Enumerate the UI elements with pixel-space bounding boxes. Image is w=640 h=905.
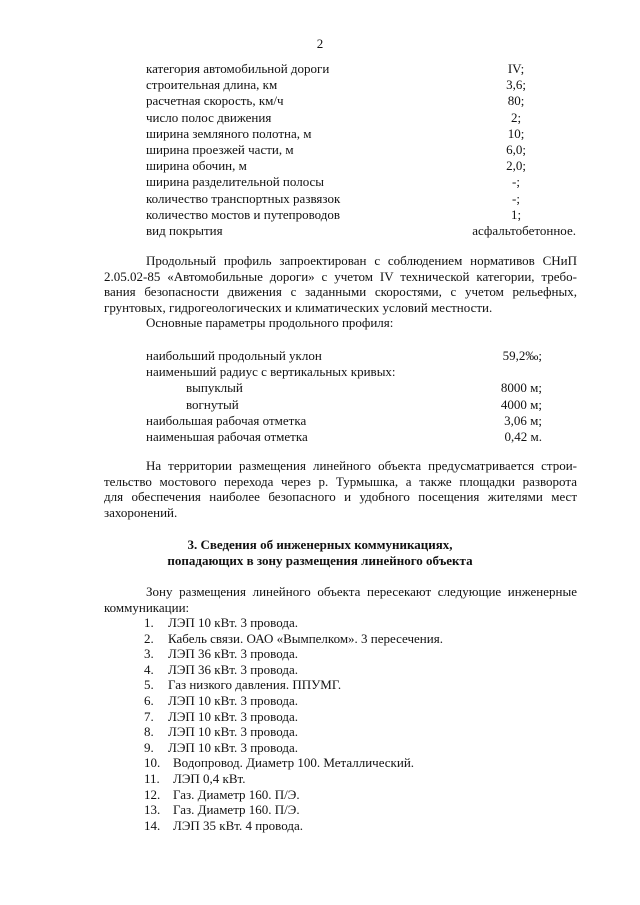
param-value: 6,0; [506,141,526,157]
profile-param-row [146,397,542,413]
list-item [144,709,564,725]
param-label: вогнутый [186,396,239,412]
paragraph-line: 2.05.02-85 «Автомобильные дороги» с учетом IV технической категории, требо- [104,268,577,284]
item-number: 4. [144,661,154,677]
paragraph-line: Зону размещения линейного объекта пересекают следующие инженерные [146,584,577,599]
item-text: Кабель связи. ОАО «Вымпелком». 3 пересечения. [168,630,443,646]
paragraph-line: Продольный профиль запроектирован с соблюдением нормативов СНиП [146,253,577,268]
paragraph-line: для обеспечения наиболее безопасного и удобного посещения жителями мест [104,489,577,504]
param-value: IV; [507,61,525,76]
param-value: 4000 м; [500,396,542,412]
param-label: наименьший радиус с вертикальных кривых: [146,364,396,380]
param-value: 80; [507,93,525,109]
item-number: 7. [144,708,154,724]
param-label: количество мостов и путепроводов [146,206,341,222]
param-label: наименьшая рабочая отметка [146,428,308,444]
item-text: ЛЭП 36 кВт. 3 провода. [168,646,298,662]
road-params-table [146,61,576,239]
road-param-row [146,207,576,223]
road-param-row [146,142,576,158]
item-number: 2. [144,630,154,646]
param-label: число полос движения [146,109,272,125]
param-label: наибольшая рабочая отметка [146,412,307,428]
list-item [144,802,564,818]
item-text: Газ. Диаметр 160. П/Э. [173,786,300,802]
item-number: 10. [144,755,161,771]
param-label: строительная длина, км [146,77,278,93]
paragraph-line: На территории размещения линейного объекта предусматривается строи- [146,458,577,473]
param-value: 3,6; [506,77,526,93]
param-value: 3,06 м; [504,412,542,428]
list-item [144,724,564,740]
param-value: -; [512,190,520,206]
param-value: 10; [507,125,525,141]
item-text: ЛЭП 35 кВт. 4 провода. [173,817,303,833]
list-item [144,740,564,756]
profile-params-table [146,348,542,445]
list-item [144,693,564,709]
road-param-row [146,61,576,77]
param-value: 8000 м; [500,380,542,396]
param-value: асфальтобетонное. [472,222,576,238]
param-value: 59,2‰; [502,348,542,363]
item-number: 8. [144,724,154,740]
param-label: ширина обочин, м [146,158,247,174]
road-param-row [146,110,576,126]
list-item [144,771,564,787]
list-item [144,787,564,803]
paragraph-line: коммуникации: [104,599,190,615]
page-number: 2 [316,36,324,51]
param-value: 2,0; [506,158,526,174]
param-label: категория автомобильной дороги [146,61,330,76]
section-heading-line2: попадающих в зону размещения линейного объекта [167,553,473,568]
profile-param-row [146,380,542,396]
profile-param-row [146,413,542,429]
param-label: ширина земляного полотна, м [146,125,312,141]
list-item [144,755,564,771]
road-param-row [146,174,576,190]
param-label: ширина проезжей части, м [146,141,294,157]
param-value: 0,42 м. [504,428,542,444]
item-text: ЛЭП 10 кВт. 3 провода. [168,724,298,740]
param-label: количество транспортных развязок [146,190,341,206]
profile-param-row [146,429,542,445]
section-intro [104,584,577,615]
item-number: 12. [144,786,161,802]
road-param-row [146,223,576,239]
item-number: 9. [144,739,154,755]
item-text: ЛЭП 10 кВт. 3 провода. [168,615,298,630]
item-number: 5. [144,677,154,693]
road-param-row [146,191,576,207]
param-value: 2; [510,109,522,125]
communications-list [144,615,564,833]
item-text: ЛЭП 0,4 кВт. [173,770,246,786]
param-value: -; [512,174,520,190]
item-number: 6. [144,692,154,708]
item-text: ЛЭП 36 кВт. 3 провода. [168,661,298,677]
param-label: выпуклый [186,380,243,396]
param-value: 1; [510,206,522,222]
road-param-row [146,93,576,109]
param-label: ширина разделительной полосы [146,174,325,190]
item-text: Газ низкого давления. ППУМГ. [168,677,342,693]
section-heading-line1: 3. Сведения об инженерных коммуникациях, [187,537,453,552]
item-number: 1. [144,615,154,630]
item-text: ЛЭП 10 кВт. 3 провода. [168,708,298,724]
territory-paragraph [104,458,577,520]
road-param-row [146,126,576,142]
param-label: расчетная скорость, км/ч [146,93,284,109]
road-param-row [146,158,576,174]
profile-paragraph [104,253,577,331]
list-item [144,631,564,647]
road-param-row [146,77,576,93]
list-item [144,818,564,834]
item-text: ЛЭП 10 кВт. 3 провода. [168,739,298,755]
profile-intro: Основные параметры продольного профиля: [146,315,394,330]
profile-param-row [146,364,542,380]
paragraph-line: вания безопасности движения с заданными скоростями, с учетом рельефных, [104,284,577,299]
paragraph-line: грунтовых, гидрогеологических и климатических условий местности. [104,299,493,315]
list-item [144,615,564,631]
list-item [144,662,564,678]
list-item [144,646,564,662]
item-number: 13. [144,802,161,818]
paragraph-line: захоронений. [104,504,178,520]
item-text: ЛЭП 10 кВт. 3 провода. [168,692,298,708]
item-number: 3. [144,646,154,662]
item-text: Водопровод. Диаметр 100. Металлический. [173,755,415,771]
list-item [144,677,564,693]
paragraph-line: тельство мостового перехода через р. Турмышка, а также площадки разворота [104,473,577,489]
profile-param-row [146,348,542,364]
item-number: 11. [144,770,160,786]
param-label: наибольший продольный уклон [146,348,322,363]
param-label: вид покрытия [146,222,223,238]
item-text: Газ. Диаметр 160. П/Э. [173,802,300,818]
item-number: 14. [144,817,161,833]
